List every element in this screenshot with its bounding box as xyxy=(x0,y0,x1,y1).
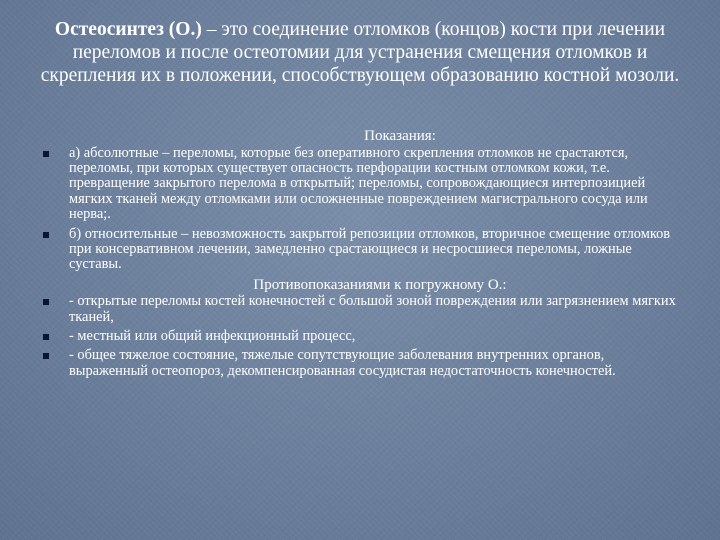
title-definition: – это соединение отломков (концов) кости при лечении переломов и после остеотомии для устранения смещения отломков и скрепления их в положении, способствующем образованию костной мозоли. xyxy=(40,19,680,86)
list-item xyxy=(40,227,680,273)
list-item xyxy=(40,329,680,344)
list-item-text: - местный или общий инфекционный процесс, xyxy=(69,328,356,345)
square-bullet-icon xyxy=(43,353,49,359)
square-bullet-icon xyxy=(43,334,49,340)
list-item-text: - открытые переломы костей конечностей с большой зоной повреждения или загрязнением мягких тканей, xyxy=(69,293,676,325)
contraindications-heading: Противопоказаниями к погружному О.: xyxy=(253,276,507,293)
square-bullet-icon xyxy=(43,232,49,238)
list-item-text: а) абсолютные – переломы, которые без оперативного скрепления отломков не срастаются, переломы, при которых существует опасность перфорации костным отломком кожи, т.е. превращение закрытого перелома в открытый; переломы, сопровождающиеся интерпозицией мягких тканей между отломками или осложненные повреждением магистрального сосуда или нерва;. xyxy=(69,144,648,223)
title-term: Остеосинтез (О.) xyxy=(54,19,202,40)
slide-title xyxy=(36,18,684,87)
list-item xyxy=(40,294,680,325)
list-item xyxy=(40,146,680,223)
list-item-text: - общее тяжелое состояние, тяжелые сопутствующие заболевания внутренних органов, выраженный остеопороз, декомпенсированная сосудистая недостаточность конечностей. xyxy=(69,347,616,379)
square-bullet-icon xyxy=(43,299,49,305)
list-item xyxy=(40,348,680,379)
slide-content xyxy=(40,128,680,383)
list-item-text: б) относительные – невозможность закрытой репозиции отломков, вторичное смещение отломков при консервативном лечении, замедленно срастающиеся и несросшиеся переломы, ложные суставы. xyxy=(69,225,671,273)
square-bullet-icon xyxy=(43,151,49,157)
indications-heading: Показания: xyxy=(364,128,436,144)
